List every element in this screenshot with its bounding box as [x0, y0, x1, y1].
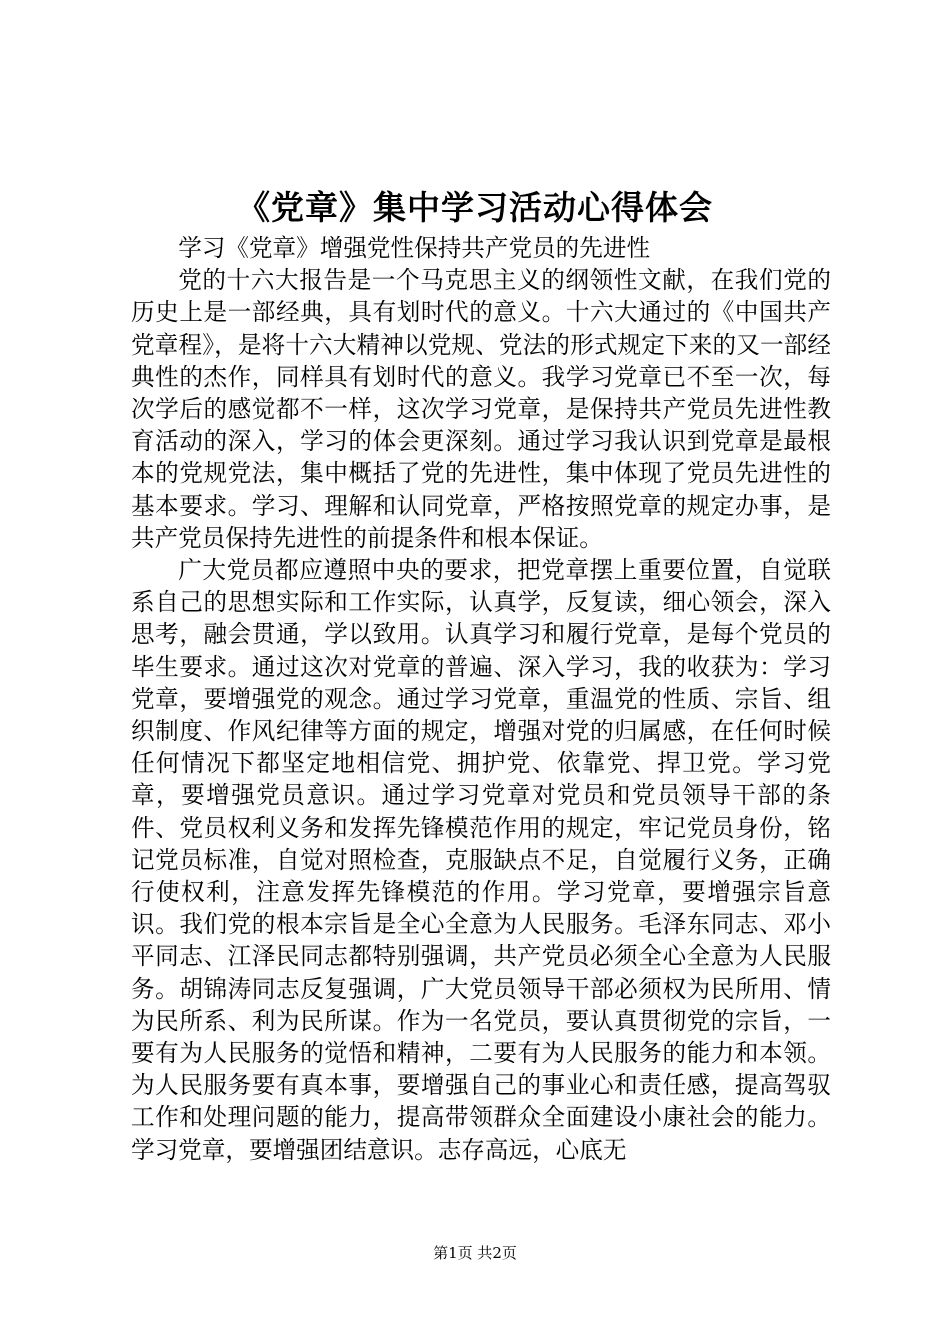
subtitle-paragraph: 学习《党章》增强党性保持共产党员的先进性: [178, 234, 651, 262]
page-number: 第1页: [433, 1244, 473, 1262]
body-paragraph: 广大党员都应遵照中央的要求，把党章摆上重要位置，自觉联系自己的思想实际和工作实际，认真学，反复读，细心领会，深入思考，融会贯通，学以致用。认真学习和履行党章，是每个党员的毕生要求。通过这次对党章的普遍、深入学习，我的收获为：学习党章，要增强党的观念。通过学习党章，重温党的性质、宗旨、组织制度、作风纪律等方面的规定，增强对党的归属感，在任何时候任何情况下都坚定地相信党、拥护党、依靠党、捍卫党。学习党章，要增强党员意识。通过学习党章对党员和党员领导干部的条件、党员权利义务和发挥先锋模范作用的规定，牢记党员身份，铭记党员标准，自觉对照检查，克服缺点不足，自觉履行义务，正确行使权利，注意发挥先锋模范的作用。学习党章，要增强宗旨意识。我们党的根本宗旨是全心全意为人民服务。毛泽东同志、邓小平同志、江泽民同志都特别强调，共产党员必须全心全意为人民服务。胡锦涛同志反复强调，广大党员领导干部必须权为民所用、情为民所系、利为民所谋。作为一名党员，要认真贯彻党的宗旨，一要有为人民服务的觉悟和精神，二要有为人民服务的能力和本领。为人民服务要有真本事，要增强自己的事业心和责任感，提高驾驭工作和处理问题的能力，提高带领群众全面建设小康社会的能力。学习党章，要增强团结意识。志存高远，心底无: [131, 556, 831, 1164]
page-footer: [0, 1243, 950, 1263]
page-total: 共2页: [477, 1244, 517, 1262]
document-body: [131, 232, 831, 1166]
body-paragraph: 党的十六大报告是一个马克思主义的纲领性文献，在我们党的历史上是一部经典，具有划时代的意义。十六大通过的《中国共产党章程》，是将十六大精神以党规、党法的形式规定下来的又一部经典性的杰作，同样具有划时代的意义。我学习党章已不至一次，每次学后的感觉都不一样，这次学习党章，是保持共产党员先进性教育活动的深入，学习的体会更深刻。通过学习我认识到党章是最根本的党规党法，集中概括了党的先进性，集中体现了党员先进性的基本要求。学习、理解和认同党章，严格按照党章的规定办事，是共产党员保持先进性的前提条件和根本保证。: [131, 266, 831, 552]
document-title: 《党章》集中学习活动心得体会: [237, 188, 713, 227]
